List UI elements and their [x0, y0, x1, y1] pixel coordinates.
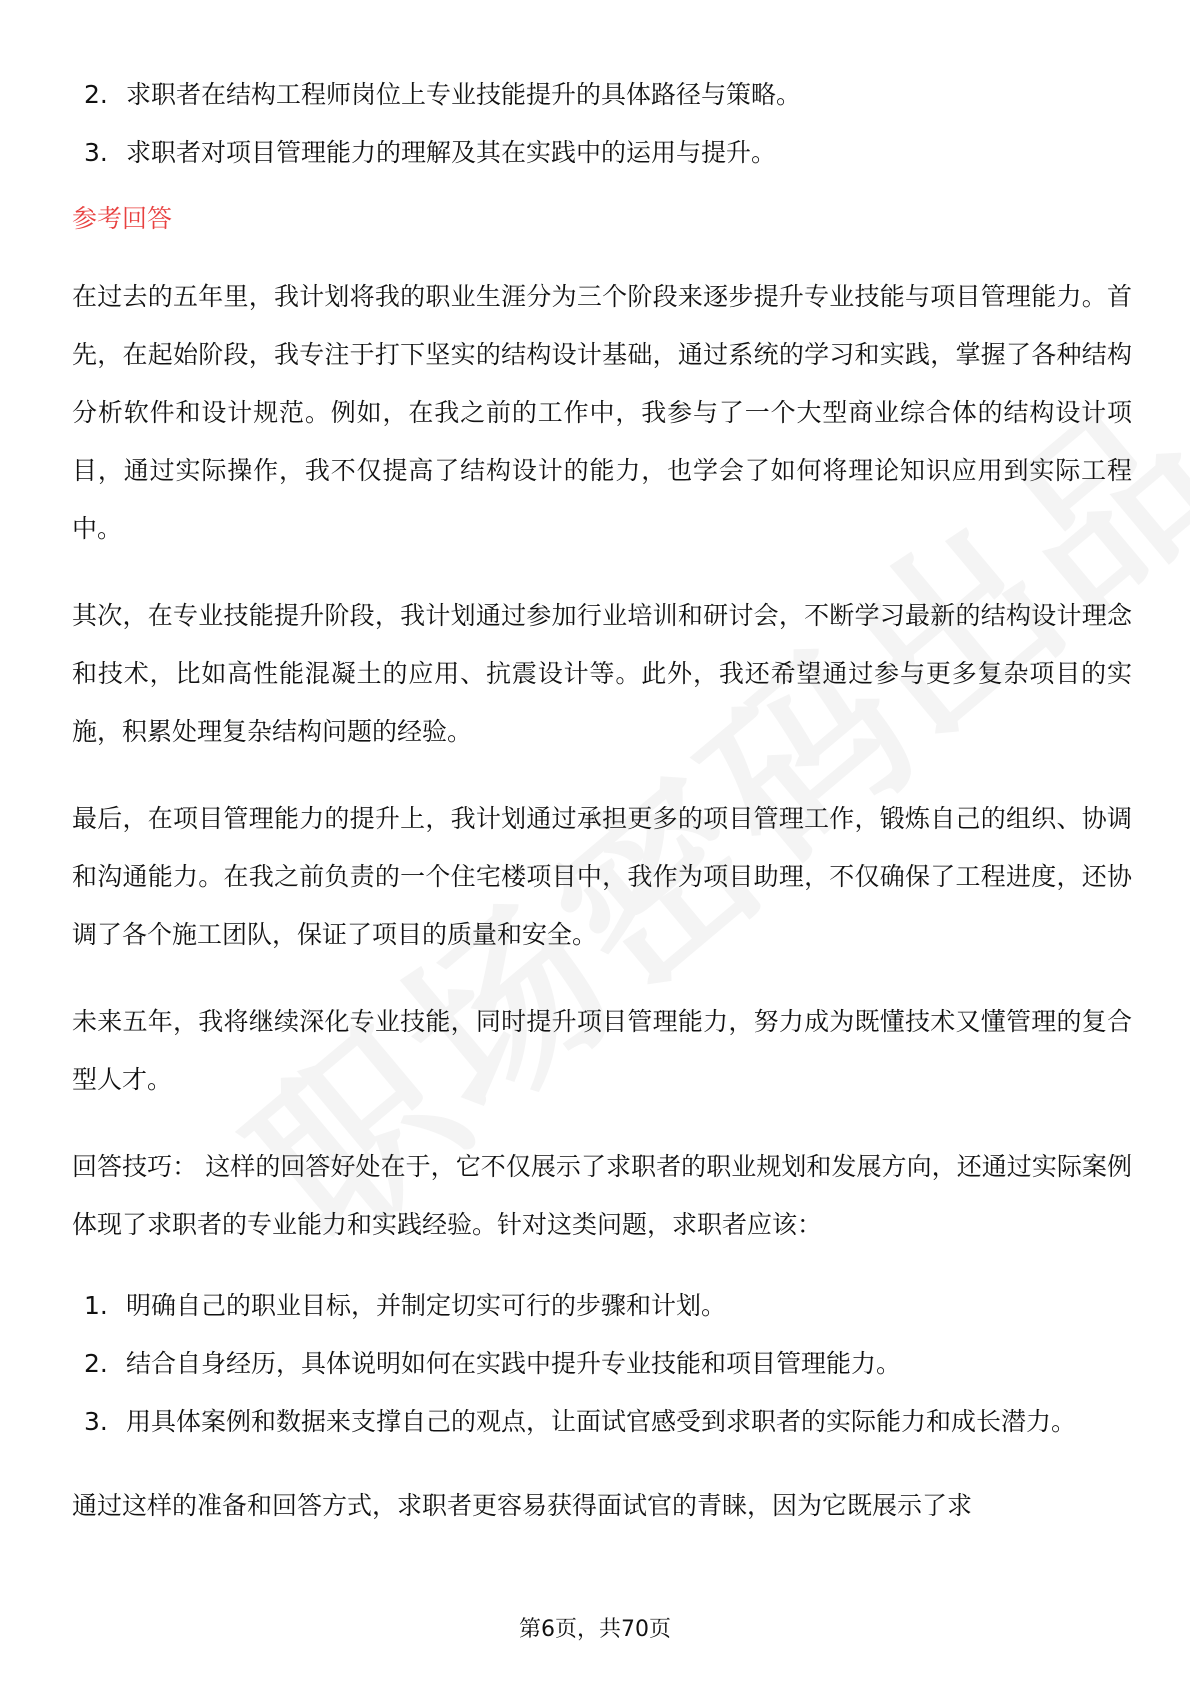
- list-item-number: 2.: [84, 1349, 108, 1378]
- list-item: [72, 1335, 1132, 1393]
- list-item-text: 求职者在结构工程师岗位上专业技能提升的具体路径与策略。: [126, 80, 802, 109]
- tips-paragraph: 回答技巧： 这样的回答好处在于，它不仅展示了求职者的职业规划和发展方向，还通过实际案例体现了求职者的专业能力和实践经验。针对这类问题，求职者应该：: [72, 1152, 1132, 1239]
- closing-paragraph: 通过这样的准备和回答方式，求职者更容易获得面试官的青睐，因为它既展示了求: [72, 1491, 973, 1520]
- list-item: [72, 66, 1132, 124]
- list-item: [72, 1277, 1132, 1335]
- tips-list: [72, 1277, 1132, 1451]
- list-item-text: 求职者对项目管理能力的理解及其在实践中的运用与提升。: [126, 138, 777, 167]
- list-item: [72, 1393, 1132, 1451]
- answer-paragraph: 未来五年，我将继续深化专业技能，同时提升项目管理能力，努力成为既懂技术又懂管理的复合型人才。: [72, 1007, 1132, 1094]
- list-item-text: 结合自身经历，具体说明如何在实践中提升专业技能和项目管理能力。: [126, 1349, 902, 1378]
- answer-paragraph: 最后，在项目管理能力的提升上，我计划通过承担更多的项目管理工作，锻炼自己的组织、协调和沟通能力。在我之前负责的一个住宅楼项目中，我作为项目助理，不仅确保了工程进度，还协调了各个施工团队，保证了项目的质量和安全。: [72, 804, 1132, 949]
- list-item-number: 1.: [84, 1291, 108, 1320]
- list-item-text: 用具体案例和数据来支撑自己的观点，让面试官感受到求职者的实际能力和成长潜力。: [126, 1407, 1077, 1436]
- answer-paragraph: 在过去的五年里，我计划将我的职业生涯分为三个阶段来逐步提升专业技能与项目管理能力。首先，在起始阶段，我专注于打下坚实的结构设计基础，通过系统的学习和实践，掌握了各种结构分析软件和设计规范。例如，在我之前的工作中，我参与了一个大型商业综合体的结构设计项目，通过实际操作，我不仅提高了结构设计的能力，也学会了如何将理论知识应用到实际工程中。: [72, 282, 1132, 543]
- section-heading: 参考回答: [72, 204, 173, 233]
- list-item-number: 3.: [84, 1407, 108, 1436]
- answer-paragraph: 其次，在专业技能提升阶段，我计划通过参加行业培训和研讨会，不断学习最新的结构设计理念和技术，比如高性能混凝土的应用、抗震设计等。此外，我还希望通过参与更多复杂项目的实施，积累处理复杂结构问题的经验。: [72, 601, 1132, 746]
- question-points-list: [72, 66, 1132, 182]
- list-item-number: 2.: [84, 80, 108, 109]
- list-item-number: 3.: [84, 138, 108, 167]
- list-item: [72, 124, 1132, 182]
- document-page: [72, 66, 1132, 1564]
- page-number-footer: 第6页，共70页: [519, 1617, 671, 1642]
- list-item-text: 明确自己的职业目标，并制定切实可行的步骤和计划。: [126, 1291, 727, 1320]
